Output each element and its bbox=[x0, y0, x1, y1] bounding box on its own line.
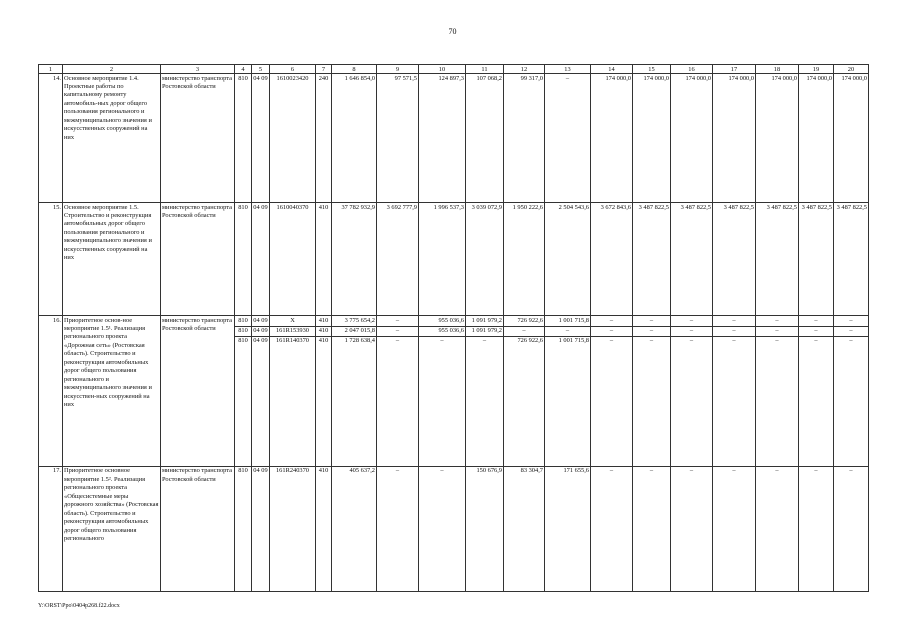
cell-value: 171 655,6 bbox=[545, 466, 591, 591]
executor-name: министерство транспорта Ростовской области bbox=[161, 203, 235, 316]
column-number: 6 bbox=[270, 65, 316, 74]
row-number: 17. bbox=[39, 466, 63, 591]
cell-value: 1610023420 bbox=[270, 74, 316, 203]
cell-value: – bbox=[633, 316, 671, 326]
activity-name: Приоритетное основ-ное мероприятие 1.5¹. Реализация регионального проекта «Дорожная сеть» (Ростовская область). Строительство и реконструкция автомобильных дорог общего пользования регионального и межмуниципального значения и искусствен-ных сооружений на них bbox=[63, 316, 161, 467]
cell-value: 810 bbox=[235, 336, 252, 466]
column-number: 15 bbox=[633, 65, 671, 74]
cell-value: – bbox=[834, 326, 869, 336]
cell-value: 1 001 715,8 bbox=[545, 316, 591, 326]
cell-value: 1 646 854,0 bbox=[332, 74, 377, 203]
executor-name: министерство транспорта Ростовской области bbox=[161, 74, 235, 203]
table-row bbox=[39, 466, 869, 591]
cell-value: 04 09 bbox=[252, 203, 270, 316]
budget-table bbox=[38, 64, 869, 592]
cell-value: – bbox=[799, 336, 834, 466]
page-number: 70 bbox=[448, 27, 457, 36]
cell-value: 99 317,0 bbox=[504, 74, 545, 203]
row-number: 14. bbox=[39, 74, 63, 203]
cell-value: 955 036,6 bbox=[419, 326, 466, 336]
cell-value: 174 000,0 bbox=[671, 74, 713, 203]
cell-value: 810 bbox=[235, 326, 252, 336]
cell-value: Х bbox=[270, 316, 316, 326]
cell-value: 410 bbox=[316, 326, 332, 336]
cell-value: 3 692 777,9 bbox=[377, 203, 419, 316]
cell-value: 3 775 654,2 bbox=[332, 316, 377, 326]
column-number: 17 bbox=[713, 65, 756, 74]
cell-value: 3 487 822,5 bbox=[633, 203, 671, 316]
cell-value: 810 bbox=[235, 316, 252, 326]
cell-value: 161R240370 bbox=[270, 466, 316, 591]
cell-value: 810 bbox=[235, 74, 252, 203]
column-number: 13 bbox=[545, 65, 591, 74]
cell-value: 161R153930 bbox=[270, 326, 316, 336]
row-number: 16. bbox=[39, 316, 63, 467]
column-number-row bbox=[39, 65, 869, 74]
cell-value: 3 487 822,5 bbox=[671, 203, 713, 316]
cell-value: 810 bbox=[235, 203, 252, 316]
cell-value: – bbox=[713, 336, 756, 466]
cell-value: 150 676,9 bbox=[466, 466, 504, 591]
cell-value: 83 304,7 bbox=[504, 466, 545, 591]
cell-value: – bbox=[756, 326, 799, 336]
cell-value: 174 000,0 bbox=[713, 74, 756, 203]
cell-value: – bbox=[713, 466, 756, 591]
cell-value: 1 950 222,6 bbox=[504, 203, 545, 316]
cell-value: – bbox=[713, 326, 756, 336]
cell-value: – bbox=[799, 316, 834, 326]
cell-value: 3 487 822,5 bbox=[799, 203, 834, 316]
cell-value: 1 728 638,4 bbox=[332, 336, 377, 466]
column-number: 10 bbox=[419, 65, 466, 74]
cell-value: 04 09 bbox=[252, 336, 270, 466]
cell-value: – bbox=[504, 326, 545, 336]
column-number: 20 bbox=[834, 65, 869, 74]
cell-value: 810 bbox=[235, 466, 252, 591]
cell-value: 174 000,0 bbox=[756, 74, 799, 203]
column-number: 7 bbox=[316, 65, 332, 74]
cell-value: – bbox=[591, 336, 633, 466]
cell-value: 37 782 932,9 bbox=[332, 203, 377, 316]
cell-value: – bbox=[756, 466, 799, 591]
activity-name: Приоритетное основное мероприятие 1.5². Реализация регионального проекта «Общесистемные меры дорожного хозяйства» (Ростовская область). Строительство и реконструкция автомобильных дорог общего пользования регионального bbox=[63, 466, 161, 591]
cell-value: – bbox=[591, 316, 633, 326]
activity-name: Основное мероприятие 1.5. Строительство и реконструкция автомобильных дорог общего пользования регионального и межмуниципального значения и искусственных сооружений на них bbox=[63, 203, 161, 316]
cell-value: 1 996 537,3 bbox=[419, 203, 466, 316]
column-number: 1 bbox=[39, 65, 63, 74]
cell-value: – bbox=[545, 74, 591, 203]
table-row bbox=[39, 316, 869, 326]
cell-value: – bbox=[671, 466, 713, 591]
column-number: 4 bbox=[235, 65, 252, 74]
cell-value: 1 091 979,2 bbox=[466, 326, 504, 336]
cell-value: 174 000,0 bbox=[591, 74, 633, 203]
cell-value: 97 571,5 bbox=[377, 74, 419, 203]
cell-value: 1610040370 bbox=[270, 203, 316, 316]
cell-value: – bbox=[799, 466, 834, 591]
column-number: 14 bbox=[591, 65, 633, 74]
cell-value: 410 bbox=[316, 466, 332, 591]
table-row bbox=[39, 203, 869, 316]
cell-value: 1 091 979,2 bbox=[466, 316, 504, 326]
cell-value: – bbox=[591, 326, 633, 336]
cell-value: 410 bbox=[316, 336, 332, 466]
cell-value: 04 09 bbox=[252, 316, 270, 326]
cell-value: – bbox=[545, 326, 591, 336]
cell-value: 2 047 015,8 bbox=[332, 326, 377, 336]
cell-value: 3 487 822,5 bbox=[834, 203, 869, 316]
cell-value: – bbox=[756, 316, 799, 326]
cell-value: 04 09 bbox=[252, 74, 270, 203]
column-number: 8 bbox=[332, 65, 377, 74]
cell-value: – bbox=[377, 336, 419, 466]
cell-value: 174 000,0 bbox=[834, 74, 869, 203]
cell-value: 2 504 543,6 bbox=[545, 203, 591, 316]
column-number: 11 bbox=[466, 65, 504, 74]
cell-value: – bbox=[671, 336, 713, 466]
cell-value: 04 09 bbox=[252, 326, 270, 336]
cell-value: 3 039 072,9 bbox=[466, 203, 504, 316]
cell-value: – bbox=[466, 336, 504, 466]
cell-value: 3 487 822,5 bbox=[756, 203, 799, 316]
cell-value: – bbox=[799, 326, 834, 336]
cell-value: – bbox=[834, 466, 869, 591]
column-number: 5 bbox=[252, 65, 270, 74]
cell-value: 161R140370 bbox=[270, 336, 316, 466]
cell-value: 04 09 bbox=[252, 466, 270, 591]
column-number: 2 bbox=[63, 65, 161, 74]
table-row bbox=[39, 74, 869, 203]
cell-value: – bbox=[591, 466, 633, 591]
cell-value: 405 637,2 bbox=[332, 466, 377, 591]
cell-value: 174 000,0 bbox=[633, 74, 671, 203]
cell-value: – bbox=[834, 336, 869, 466]
cell-value: 955 036,6 bbox=[419, 316, 466, 326]
activity-name: Основное мероприятие 1.4. Проектные работы по капитальному ремонту автомобиль-ных дорог общего пользования регионального и межмуниципального значения и искусственных сооружений на них bbox=[63, 74, 161, 203]
executor-name: министерство транспорта Ростовской области bbox=[161, 466, 235, 591]
cell-value: 726 922,6 bbox=[504, 316, 545, 326]
cell-value: – bbox=[377, 316, 419, 326]
column-number: 19 bbox=[799, 65, 834, 74]
column-number: 16 bbox=[671, 65, 713, 74]
cell-value: 1 001 715,8 bbox=[545, 336, 591, 466]
cell-value: – bbox=[756, 336, 799, 466]
column-number: 12 bbox=[504, 65, 545, 74]
column-number: 3 bbox=[161, 65, 235, 74]
cell-value: 240 bbox=[316, 74, 332, 203]
executor-name: министерство транспорта Ростовской области bbox=[161, 316, 235, 467]
cell-value: 410 bbox=[316, 316, 332, 326]
cell-value: – bbox=[377, 466, 419, 591]
row-number: 15. bbox=[39, 203, 63, 316]
file-path-footer: Y:\ORST\Ppo\0404p268.f22.docx bbox=[38, 603, 120, 609]
cell-value: 726 922,6 bbox=[504, 336, 545, 466]
cell-value: – bbox=[834, 316, 869, 326]
cell-value: – bbox=[633, 326, 671, 336]
column-number: 9 bbox=[377, 65, 419, 74]
cell-value: 3 487 822,5 bbox=[713, 203, 756, 316]
cell-value: 410 bbox=[316, 203, 332, 316]
cell-value: 174 000,0 bbox=[799, 74, 834, 203]
cell-value: – bbox=[671, 326, 713, 336]
cell-value: – bbox=[633, 466, 671, 591]
cell-value: – bbox=[713, 316, 756, 326]
cell-value: 107 068,2 bbox=[466, 74, 504, 203]
cell-value: – bbox=[419, 466, 466, 591]
cell-value: 124 897,3 bbox=[419, 74, 466, 203]
cell-value: – bbox=[377, 326, 419, 336]
cell-value: 3 672 843,6 bbox=[591, 203, 633, 316]
cell-value: – bbox=[633, 336, 671, 466]
cell-value: – bbox=[671, 316, 713, 326]
cell-value: – bbox=[419, 336, 466, 466]
column-number: 18 bbox=[756, 65, 799, 74]
